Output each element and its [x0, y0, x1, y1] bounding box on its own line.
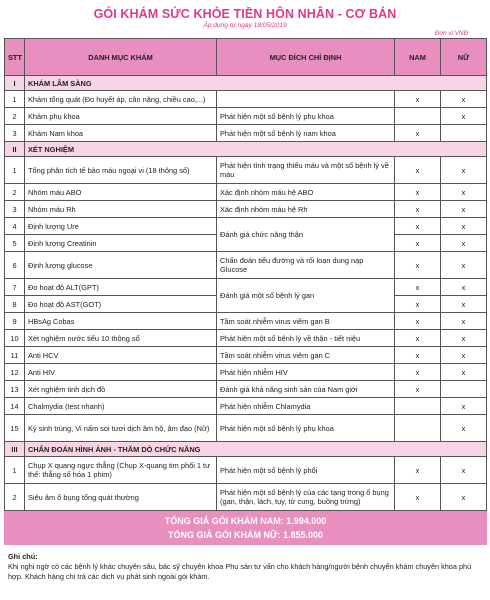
- exam-purpose: Tầm soát nhiễm virus viêm gan C: [217, 347, 395, 364]
- row-number: 6: [5, 252, 25, 279]
- table-row: [5, 279, 487, 296]
- row-number: 12: [5, 364, 25, 381]
- row-number: 7: [5, 279, 25, 296]
- row-number: 1: [5, 91, 25, 108]
- table-row: [5, 347, 487, 364]
- female-mark: x: [441, 184, 487, 201]
- exam-item: Anti HIV: [25, 364, 217, 381]
- female-mark: x: [441, 157, 487, 184]
- male-mark: x: [395, 218, 441, 235]
- table-row: [5, 125, 487, 142]
- row-number: 3: [5, 125, 25, 142]
- exam-purpose: Phát hiện một số bệnh lý phụ khoa: [217, 415, 395, 442]
- exam-purpose: [217, 91, 395, 108]
- applied-date: Áp dụng từ ngày 18/05/2019: [203, 22, 287, 29]
- exam-purpose: Xác định nhóm máu hệ Rh: [217, 201, 395, 218]
- exam-item: Chụp X quang ngực thẳng (Chụp X-quang tim phổi 1 tư thế: thẳng số hóa 1 phim): [25, 457, 217, 484]
- male-mark: [395, 108, 441, 125]
- row-number: 10: [5, 330, 25, 347]
- col-header-stt: STT: [5, 39, 25, 76]
- male-mark: x: [395, 347, 441, 364]
- male-mark: x: [395, 252, 441, 279]
- table-row: [5, 108, 487, 125]
- section-title: KHÁM LÂM SÀNG: [25, 76, 487, 91]
- exam-item: Chalmydia (test nhanh): [25, 398, 217, 415]
- row-number: 14: [5, 398, 25, 415]
- female-mark: x: [441, 313, 487, 330]
- exam-item: Anti HCV: [25, 347, 217, 364]
- exam-purpose: Đánh giá một số bệnh lý gan: [217, 279, 395, 313]
- male-mark: x: [395, 364, 441, 381]
- table-row: [5, 252, 487, 279]
- row-number: 2: [5, 108, 25, 125]
- exam-item: Khám Nam khoa: [25, 125, 217, 142]
- notes-body: Khi nghi ngờ có các bệnh lý khác chuyên sâu, bác sỹ chuyên khoa Phụ sản tư vấn cho khách hàng/người bệnh chuyển khám chuyên khoa phù hợp. Khách hàng chi trả các dịch vụ phát sinh ngoài gói khám.: [8, 562, 472, 581]
- female-mark: x: [441, 484, 487, 511]
- row-number: 13: [5, 381, 25, 398]
- row-number: 11: [5, 347, 25, 364]
- exam-item: Khám tổng quát (Đo huyết áp, cân nặng, chiều cao,...): [25, 91, 217, 108]
- section-number: I: [5, 76, 25, 91]
- row-number: 4: [5, 218, 25, 235]
- female-mark: [441, 125, 487, 142]
- male-mark: [395, 415, 441, 442]
- female-mark: x: [441, 252, 487, 279]
- exam-purpose: Phát hiện một số bệnh lý phụ khoa: [217, 108, 395, 125]
- row-number: 5: [5, 235, 25, 252]
- male-mark: x: [395, 484, 441, 511]
- page-title: GÓI KHÁM SỨC KHỎE TIỀN HÔN NHÂN - CƠ BẢN: [93, 7, 397, 21]
- female-mark: x: [441, 218, 487, 235]
- table-row: [5, 91, 487, 108]
- male-mark: x: [395, 457, 441, 484]
- totals-row: [5, 511, 487, 545]
- section-number: III: [5, 442, 25, 457]
- exam-item: Nhóm máu ABO: [25, 184, 217, 201]
- notes-title: Ghi chú:: [8, 552, 38, 561]
- exam-purpose: Đánh giá khả năng sinh sản của Nam giới: [217, 381, 395, 398]
- male-mark: x: [395, 184, 441, 201]
- female-mark: x: [441, 330, 487, 347]
- row-number: 15: [5, 415, 25, 442]
- exam-item: Nhóm máu Rh: [25, 201, 217, 218]
- table-row: [5, 330, 487, 347]
- exam-item: Đo hoạt độ ALT(GPT): [25, 279, 217, 296]
- col-header-item: DANH MỤC KHÁM: [25, 39, 217, 76]
- exam-item: Định lượng glucose: [25, 252, 217, 279]
- row-number: 9: [5, 313, 25, 330]
- male-mark: [395, 398, 441, 415]
- exam-item: Khám phụ khoa: [25, 108, 217, 125]
- col-header-purpose: MỤC ĐÍCH CHỈ ĐỊNH: [217, 39, 395, 76]
- total-male-price: TỔNG GIÁ GÓI KHÁM NAM: 1.994.000: [164, 515, 327, 526]
- section-title: CHẨN ĐOÁN HÌNH ẢNH - THĂM DÒ CHỨC NĂNG: [25, 442, 487, 457]
- section-row: [5, 76, 487, 91]
- exam-package-table: [4, 38, 487, 545]
- female-mark: x: [441, 201, 487, 218]
- female-mark: x: [441, 108, 487, 125]
- col-header-female: NỮ: [441, 39, 487, 76]
- female-mark: x: [441, 415, 487, 442]
- exam-purpose: Tầm soát nhiễm virus viêm gan B: [217, 313, 395, 330]
- total-female-price: TỔNG GIÁ GÓI KHÁM NỮ: 1.855.000: [168, 529, 323, 540]
- male-mark: x: [395, 279, 441, 296]
- female-mark: x: [441, 398, 487, 415]
- exam-item: Định lượng Ure: [25, 218, 217, 235]
- exam-purpose: Phát hiện một số bệnh lý phổi: [217, 457, 395, 484]
- table-header-row: [5, 39, 487, 76]
- table-row: [5, 484, 487, 511]
- table-row: [5, 184, 487, 201]
- female-mark: x: [441, 364, 487, 381]
- exam-purpose: Phát hiện tình trạng thiếu máu và một số bệnh lý về máu: [217, 157, 395, 184]
- male-mark: x: [395, 91, 441, 108]
- row-number: 1: [5, 157, 25, 184]
- table-row: [5, 218, 487, 235]
- female-mark: x: [441, 279, 487, 296]
- section-row: [5, 442, 487, 457]
- table-row: [5, 157, 487, 184]
- female-mark: x: [441, 91, 487, 108]
- col-header-male: NAM: [395, 39, 441, 76]
- table-row: [5, 398, 487, 415]
- male-mark: x: [395, 313, 441, 330]
- notes-block: [4, 545, 486, 582]
- table-row: [5, 415, 487, 442]
- currency-unit: Đơn vị:VNĐ: [434, 30, 468, 37]
- male-mark: x: [395, 157, 441, 184]
- exam-item: HBsAg Cobas: [25, 313, 217, 330]
- exam-item: Định lượng Creatinin: [25, 235, 217, 252]
- row-number: 8: [5, 296, 25, 313]
- table-row: [5, 381, 487, 398]
- female-mark: x: [441, 457, 487, 484]
- table-row: [5, 313, 487, 330]
- table-row: [5, 364, 487, 381]
- exam-purpose: Đánh giá chức năng thận: [217, 218, 395, 252]
- female-mark: x: [441, 296, 487, 313]
- row-number: 2: [5, 184, 25, 201]
- exam-item: Ký sinh trùng, Vi nấm soi tươi dịch âm hộ, âm đạo (Nữ): [25, 415, 217, 442]
- exam-item: Tổng phân tích tế bào máu ngoại vi (18 thông số): [25, 157, 217, 184]
- male-mark: x: [395, 235, 441, 252]
- male-mark: x: [395, 201, 441, 218]
- exam-item: Đo hoạt độ AST(GOT): [25, 296, 217, 313]
- exam-purpose: Phát hiện nhiễm Chlamydia: [217, 398, 395, 415]
- row-number: 3: [5, 201, 25, 218]
- male-mark: x: [395, 296, 441, 313]
- row-number: 1: [5, 457, 25, 484]
- exam-purpose: Phát hiện một số bệnh lý của các tạng trong ổ bụng (gan, thận, lách, tụy, tử cung, buồng trứng): [217, 484, 395, 511]
- male-mark: x: [395, 330, 441, 347]
- exam-purpose: Chẩn đoán tiểu đường và rối loạn dung nạp Glucose: [217, 252, 395, 279]
- exam-item: Siêu âm ổ bụng tổng quát thường: [25, 484, 217, 511]
- exam-item: Xét nghiệm tinh dịch đồ: [25, 381, 217, 398]
- male-mark: x: [395, 125, 441, 142]
- table-row: [5, 457, 487, 484]
- exam-purpose: Xác định nhóm máu hệ ABO: [217, 184, 395, 201]
- exam-purpose: Phát hiện nhiễm HIV: [217, 364, 395, 381]
- female-mark: x: [441, 235, 487, 252]
- female-mark: x: [441, 347, 487, 364]
- male-mark: x: [395, 381, 441, 398]
- row-number: 2: [5, 484, 25, 511]
- exam-purpose: Phát hiện một số bệnh lý về thận - tiết niệu: [217, 330, 395, 347]
- exam-purpose: Phát hiện một số bệnh lý nam khoa: [217, 125, 395, 142]
- section-row: [5, 142, 487, 157]
- totals-cell: [5, 511, 487, 545]
- section-number: II: [5, 142, 25, 157]
- section-title: XÉT NGHIỆM: [25, 142, 487, 157]
- table-row: [5, 201, 487, 218]
- female-mark: [441, 381, 487, 398]
- exam-item: Xét nghiệm nước tiểu 10 thông số: [25, 330, 217, 347]
